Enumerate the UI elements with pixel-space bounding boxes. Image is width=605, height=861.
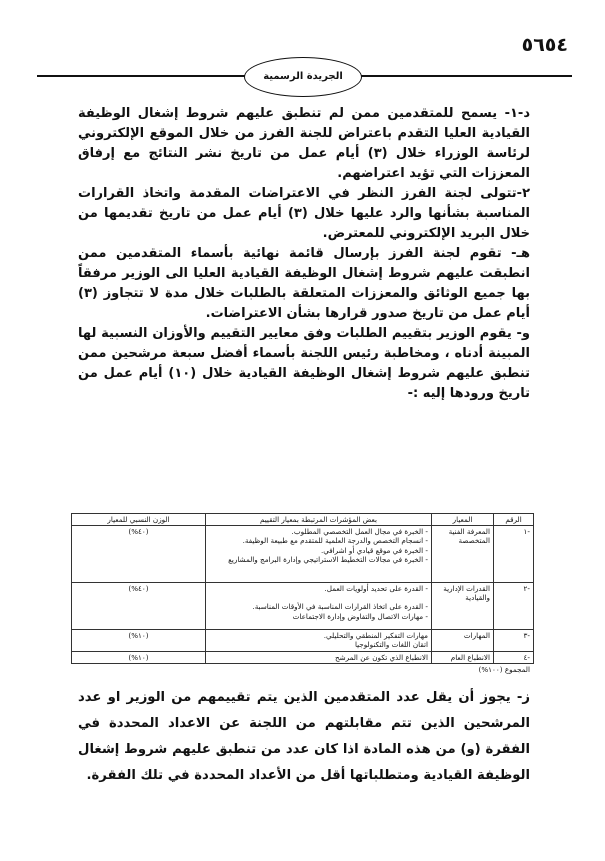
indicator: - مهارات الاتصال والتفاوض وإدارة الاجتماعات <box>292 611 428 621</box>
indicator: - الخبرة في مجال العمل التخصصي المطلوب. <box>291 527 428 537</box>
indicator: - الخبرة في موقع قيادي أو اشرافي. <box>320 545 428 555</box>
row-number: -٤ <box>494 651 534 663</box>
page-number: ٥٦٥٤ <box>521 34 568 56</box>
row-weight: (١٠%) <box>72 651 206 663</box>
row-criterion: الانطباع العام <box>432 651 494 663</box>
table-row <box>72 526 534 583</box>
row-criterion: القدرات الإدارية والقيادية <box>432 583 494 630</box>
row-criterion: المعرفة الفنية المتخصصة <box>432 526 494 583</box>
article-text <box>78 104 530 404</box>
row-weight: (٤٠%) <box>72 583 206 630</box>
indicator: مهارات التفكير المنطقي والتحليلي. <box>323 631 428 641</box>
row-weight: (١٠%) <box>72 630 206 651</box>
indicator: - القدرة على اتخاذ القرارات المناسبة في الأوقات المناسبة. <box>252 602 428 612</box>
row-indicators <box>206 583 432 630</box>
indicator: الانطباع الذي تكون عن المرشح <box>334 652 428 662</box>
table-total: المجموع (١٠٠%) <box>478 664 530 674</box>
paragraph-d: د-١- يسمح للمتقدمين ممن لم تنطبق عليهم شروط إشغال الوظيفة القيادية العليا التقدم باعتراض للجنة الفرز من خلال الموقع الإلكتروني لرئاسة الوزراء خلال (٣) أيام عمل من تاريخ نشر النتائج مع إرفاق المعززات التي تؤيد اعتراضهم. <box>78 106 530 181</box>
row-number: -١ <box>494 526 534 583</box>
header-criterion: المعيار <box>432 514 494 526</box>
table-header-row <box>72 514 534 526</box>
header-number: الرقم <box>494 514 534 526</box>
paragraph-z: ز- يجوز أن يقل عدد المتقدمين الذين يتم تقييمهم من الوزير او عدد المرشحين الذين تتم مقابلتهم من اللجنة عن الاعداد المحددة في الفقرة (و) من هذه المادة اذا كان عدد من تنطبق عليهم شروط إشغال الوظيفة القيادية ومتطلباتها أقل من الأعداد المحددة في تلك الفقرة. <box>78 690 530 783</box>
row-indicators <box>206 526 432 583</box>
gazette-label: الجريدة الرسمية <box>244 57 362 97</box>
evaluation-table <box>71 513 534 664</box>
row-number: -٢ <box>494 583 534 630</box>
paragraph-d2: ٢-تتولى لجنة الفرز النظر في الاعتراضات المقدمة واتخاذ القرارات المناسبة بشأنها والرد عليها خلال (٣) أيام عمل من تاريخ تقديمها من خلال البريد الإلكتروني للمعترض. <box>78 186 530 241</box>
indicator: - الخبرة في مجالات التخطيط الاستراتيجي وإدارة البرامج والمشاريع <box>228 554 428 564</box>
indicator: اتقان اللغات والتكنولوجيا <box>354 640 428 650</box>
row-indicators <box>206 630 432 651</box>
row-weight: (٤٠%) <box>72 526 206 583</box>
paragraph-h: هـ- تقوم لجنة الفرز بإرسال قائمة نهائية بأسماء المتقدمين ممن انطبقت عليهم شروط إشغال الوظيفة القيادية العليا الى الوزير مرفقاً بها جميع الوثائق والمعززات المتعلقة بالطلبات خلال مدة لا تتجاوز (٣) أيام عمل من تاريخ صدور قرارها بشأن الاعتراضات. <box>78 246 530 321</box>
row-number: -٣ <box>494 630 534 651</box>
header-indicators: بعض المؤشرات المرتبطة بمعيار التقييم <box>206 514 432 526</box>
indicator: - انسجام التخصص والدرجة العلمية للمتقدم مع طبيعة الوظيفة. <box>242 536 428 546</box>
row-indicators <box>206 651 432 663</box>
table-row <box>72 630 534 651</box>
row-criterion: المهارات <box>432 630 494 651</box>
evaluation-table-wrap <box>71 513 533 675</box>
indicator: - القدرة على تحديد أولويات العمل. <box>324 584 428 594</box>
table-row <box>72 583 534 630</box>
closing-text <box>78 685 530 789</box>
table-row <box>72 651 534 663</box>
paragraph-w: و- يقوم الوزير بتقييم الطلبات وفق معايير التقييم والأوزان النسبية لها المبينة أدناه ، ومخاطبة رئيس اللجنة بأسماء أفضل سبعة مرشحين ممن تنطبق عليهم شروط إشغال الوظيفة القيادية خلال (١٠) أيام عمل من تاريخ ورودها إليه :- <box>78 326 531 401</box>
header-weight: الوزن النسبي للمعيار <box>72 514 206 526</box>
